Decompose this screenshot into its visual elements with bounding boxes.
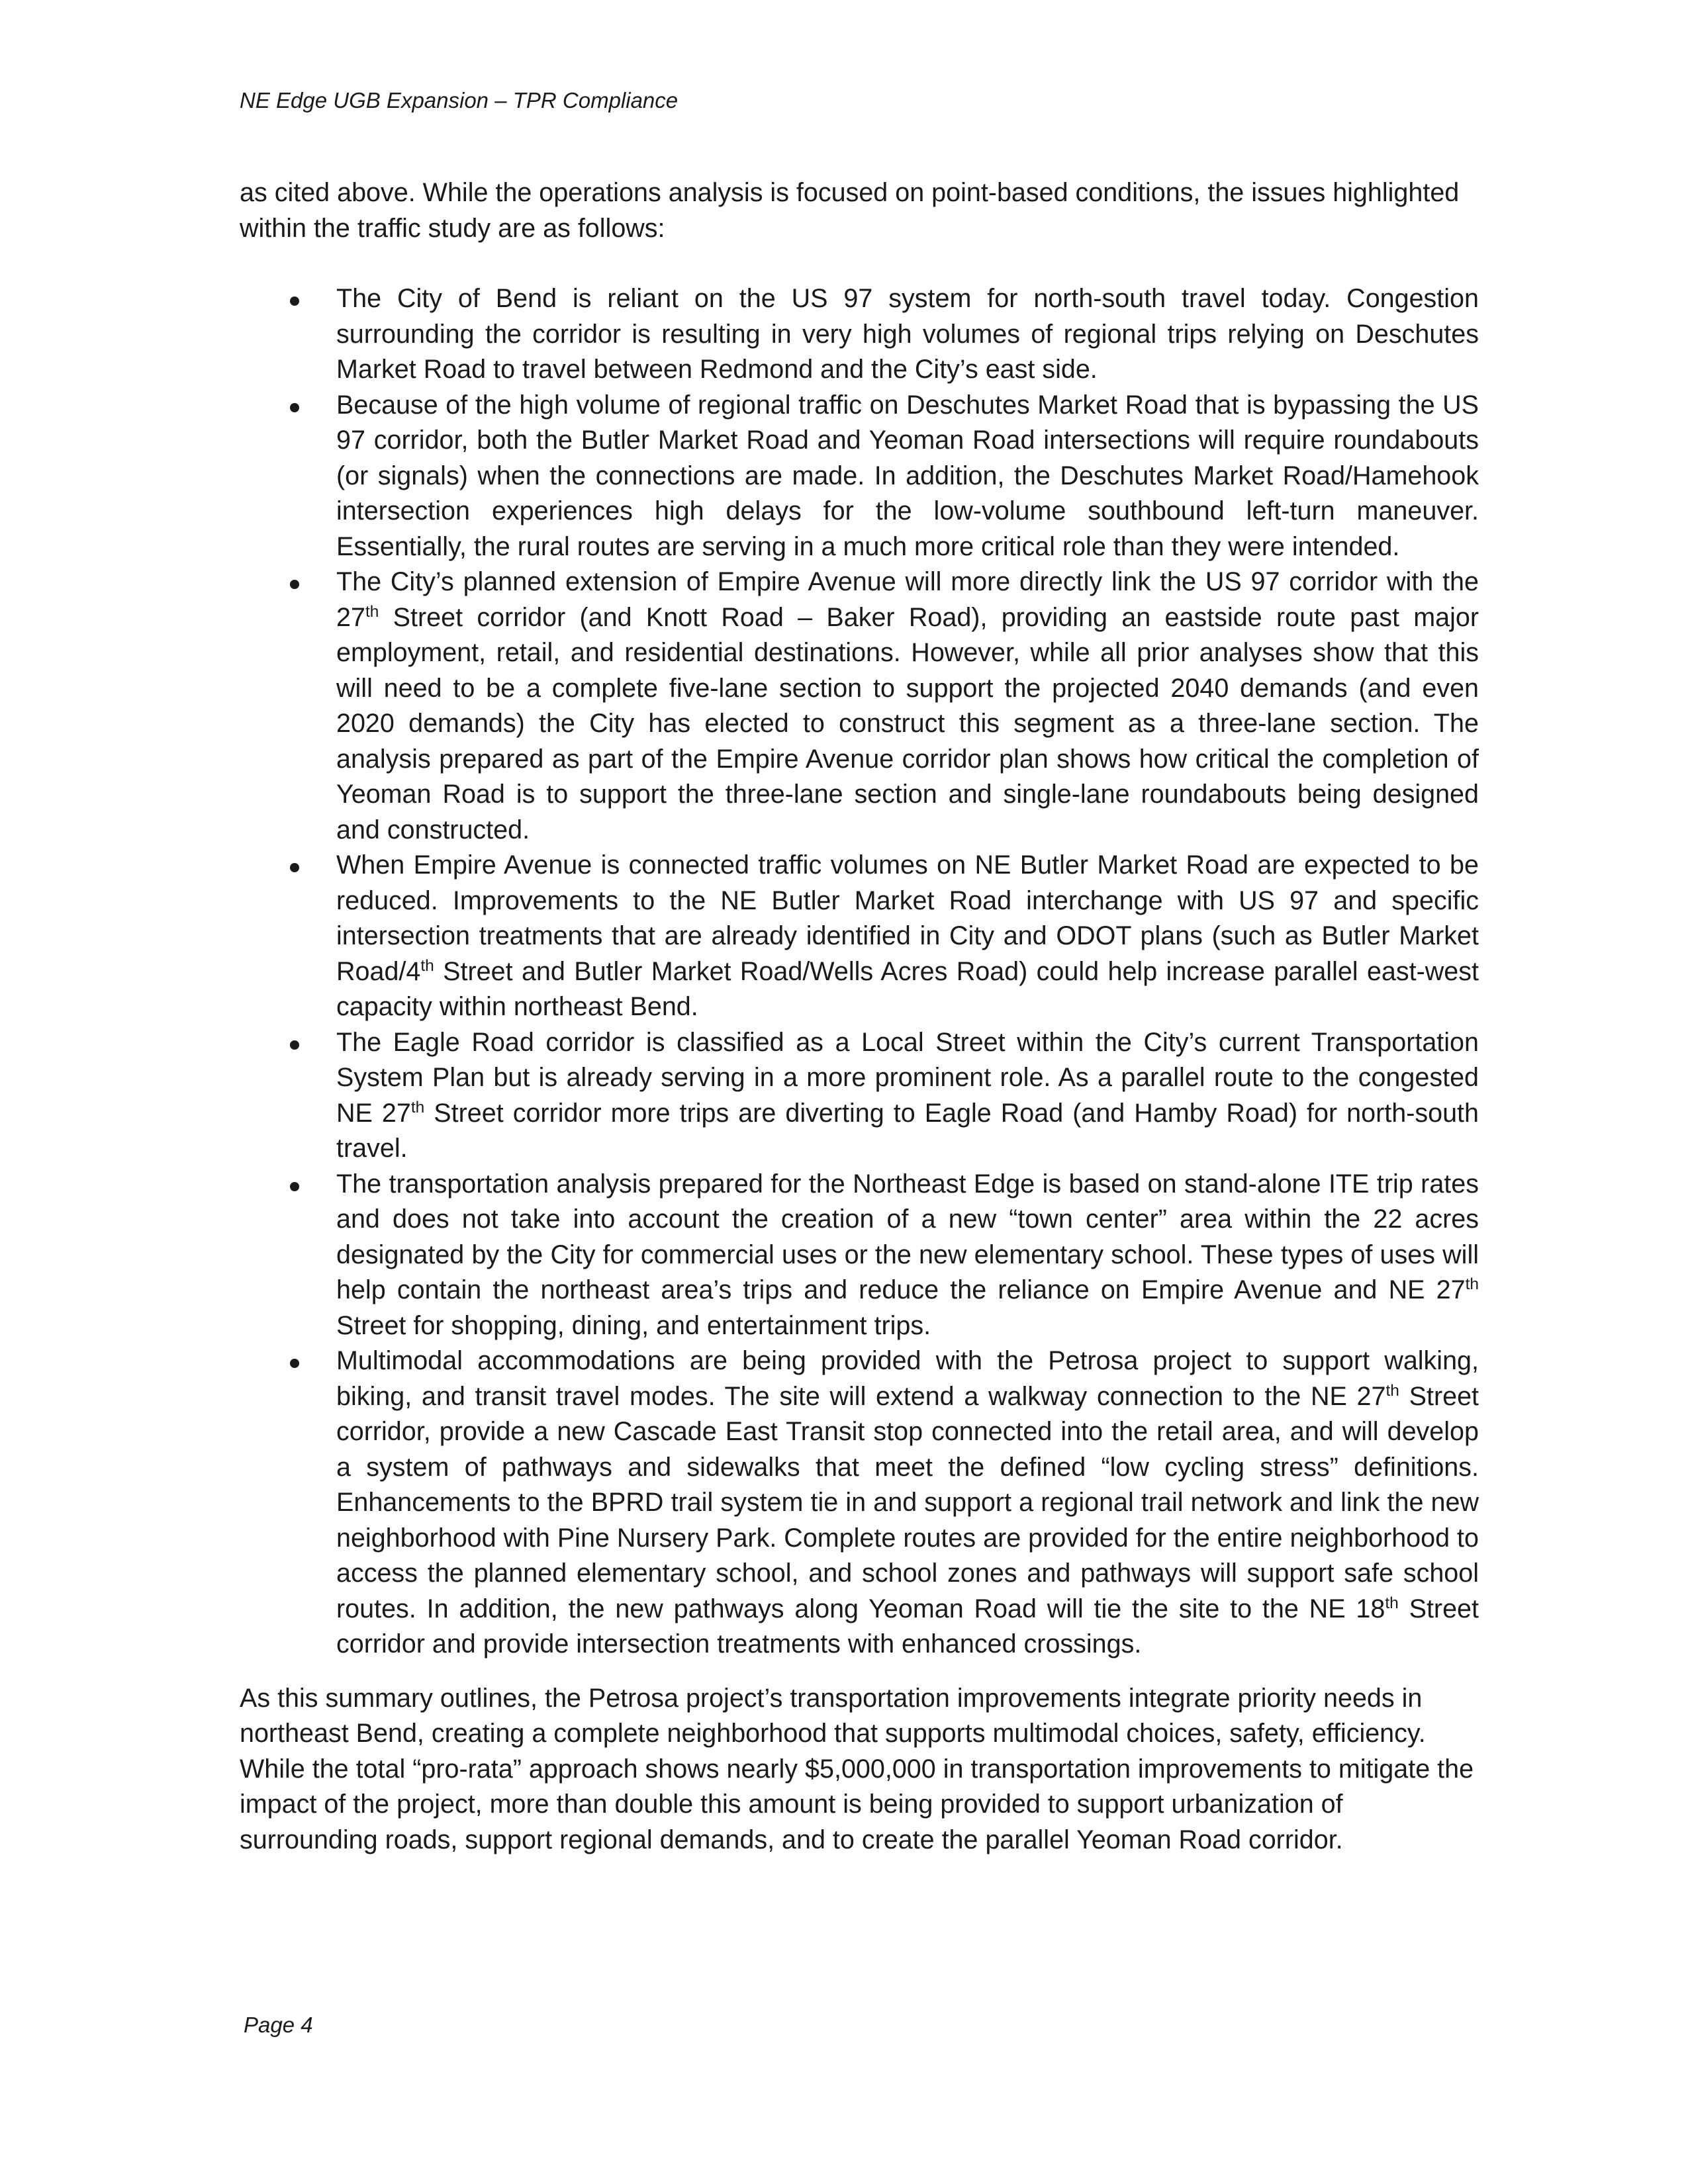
list-item xyxy=(240,848,1479,1025)
list-item xyxy=(240,1025,1479,1167)
ordinal-superscript: th xyxy=(1385,1381,1399,1400)
ordinal-superscript: th xyxy=(420,956,434,975)
bullet-icon xyxy=(290,403,299,412)
running-header: NE Edge UGB Expansion – TPR Compliance xyxy=(240,88,679,113)
list-item-text: Street for shopping, dining, and entertainment trips. xyxy=(336,1310,931,1340)
list-item-text: The transportation analysis prepared for the Northeast Edge is based on stand-alone ITE trip rates and does not take into account the creation of a new “town center” area within the 22 acres designated by the City for commercial uses or the new elementary school. These types of uses will help contain the northeast area’s trips and reduce the reliance on Empire Avenue and NE 27 xyxy=(336,1169,1479,1304)
list-item xyxy=(240,1343,1479,1662)
list-item-text: Street corridor more trips are diverting to Eagle Road (and Hamby Road) for north-south travel. xyxy=(336,1098,1479,1163)
summary-paragraph: As this summary outlines, the Petrosa project’s transportation improvements integrate priority needs in northeast Bend, creating a complete neighborhood that supports multimodal choices, safety, efficiency. While the total “pro-rata” approach shows nearly $5,000,000 in transportation improvements to mitigate the impact of the project, more than double this amount is being provided to support urbanization of surrounding roads, support regional demands, and to create the parallel Yeoman Road corridor. xyxy=(240,1683,1474,1854)
list-item-text: The Eagle Road corridor is classified as a Local Street within the City’s current Transportation System Plan but is already serving in a more prominent role. As a parallel route to the congested NE 27 xyxy=(336,1027,1479,1128)
bullet-icon xyxy=(290,1040,299,1050)
document-body xyxy=(240,175,1479,1858)
list-item-text: Multimodal accommodations are being provided with the Petrosa project to support walking, biking, and transit travel modes. The site will extend a walkway connection to the NE 27 xyxy=(336,1346,1479,1411)
page-number: Page 4 xyxy=(244,2013,313,2037)
issues-list xyxy=(240,281,1479,1662)
bullet-icon xyxy=(290,863,299,872)
bullet-icon xyxy=(290,580,299,589)
bullet-icon xyxy=(290,1182,299,1191)
list-item-text: Street and Butler Market Road/Wells Acres Road) could help increase parallel east-west capacity within northeast Bend. xyxy=(336,956,1479,1021)
list-item xyxy=(240,565,1479,848)
list-item-text: The City of Bend is reliant on the US 97 system for north-south travel today. Congestion surrounding the corridor is resulting in very high volumes of regional trips relying on Deschutes Market Road to travel between Redmond and the City’s east side. xyxy=(336,284,1479,384)
bullet-icon xyxy=(290,1359,299,1368)
list-item-text: When Empire Avenue is connected traffic volumes on NE Butler Market Road are expected to be reduced. Improvements to the NE Butler Market Road interchange with US 97 and specific intersection treatments that are already identified in City and ODOT plans (such as Butler Market Road/4 xyxy=(336,850,1479,986)
list-item-text: Because of the high volume of regional traffic on Deschutes Market Road that is bypassing the US 97 corridor, both the Butler Market Road and Yeoman Road intersections will require roundabouts (or signals) when the connections are made. In addition, the Deschutes Market Road/Hamehook intersection experiences high delays for the low-volume southbound left-turn maneuver. Essentially, the rural routes are serving in a much more critical role than they were intended. xyxy=(336,390,1479,561)
list-item-text: Street corridor, provide a new Cascade East Transit stop connected into the retail area, and will develop a system of pathways and sidewalks that meet the defined “low cycling stress” definitions. Enhancements to the BPRD trail system tie in and support a regional trail network and link the new neighborhood with Pine Nursery Park. Complete routes are provided for the entire neighborhood to access the planned elementary school, and school zones and pathways will support safe school routes. In addition, the new pathways along Yeoman Road will tie the site to the NE 18 xyxy=(336,1381,1479,1623)
ordinal-superscript: th xyxy=(1385,1594,1399,1612)
list-item xyxy=(240,281,1479,388)
list-item-text: Street corridor (and Knott Road – Baker Road), providing an eastside route past major employment, retail, and residential destinations. However, while all prior analyses show that this will need to be a complete five-lane section to support the projected 2040 demands (and even 2020 demands) the City has elected to construct this segment as a three-lane section. The analysis prepared as part of the Empire Avenue corridor plan shows how critical the completion of Yeoman Road is to support the three-lane section and single-lane roundabouts being designed and constructed. xyxy=(336,602,1479,844)
ordinal-superscript: th xyxy=(1465,1275,1479,1293)
list-item xyxy=(240,388,1479,565)
ordinal-superscript: th xyxy=(410,1098,425,1116)
list-item-text: Street corridor and provide intersection treatments with enhanced crossings. xyxy=(336,1594,1479,1659)
list-item-text: The City’s planned extension of Empire Avenue will more directly link the US 97 corridor with the 27 xyxy=(336,567,1479,632)
intro-paragraph: as cited above. While the operations analysis is focused on point-based conditions, the issues highlighted within the traffic study are as follows: xyxy=(240,178,1460,243)
bullet-icon xyxy=(290,296,299,306)
ordinal-superscript: th xyxy=(365,602,379,621)
list-item xyxy=(240,1167,1479,1344)
